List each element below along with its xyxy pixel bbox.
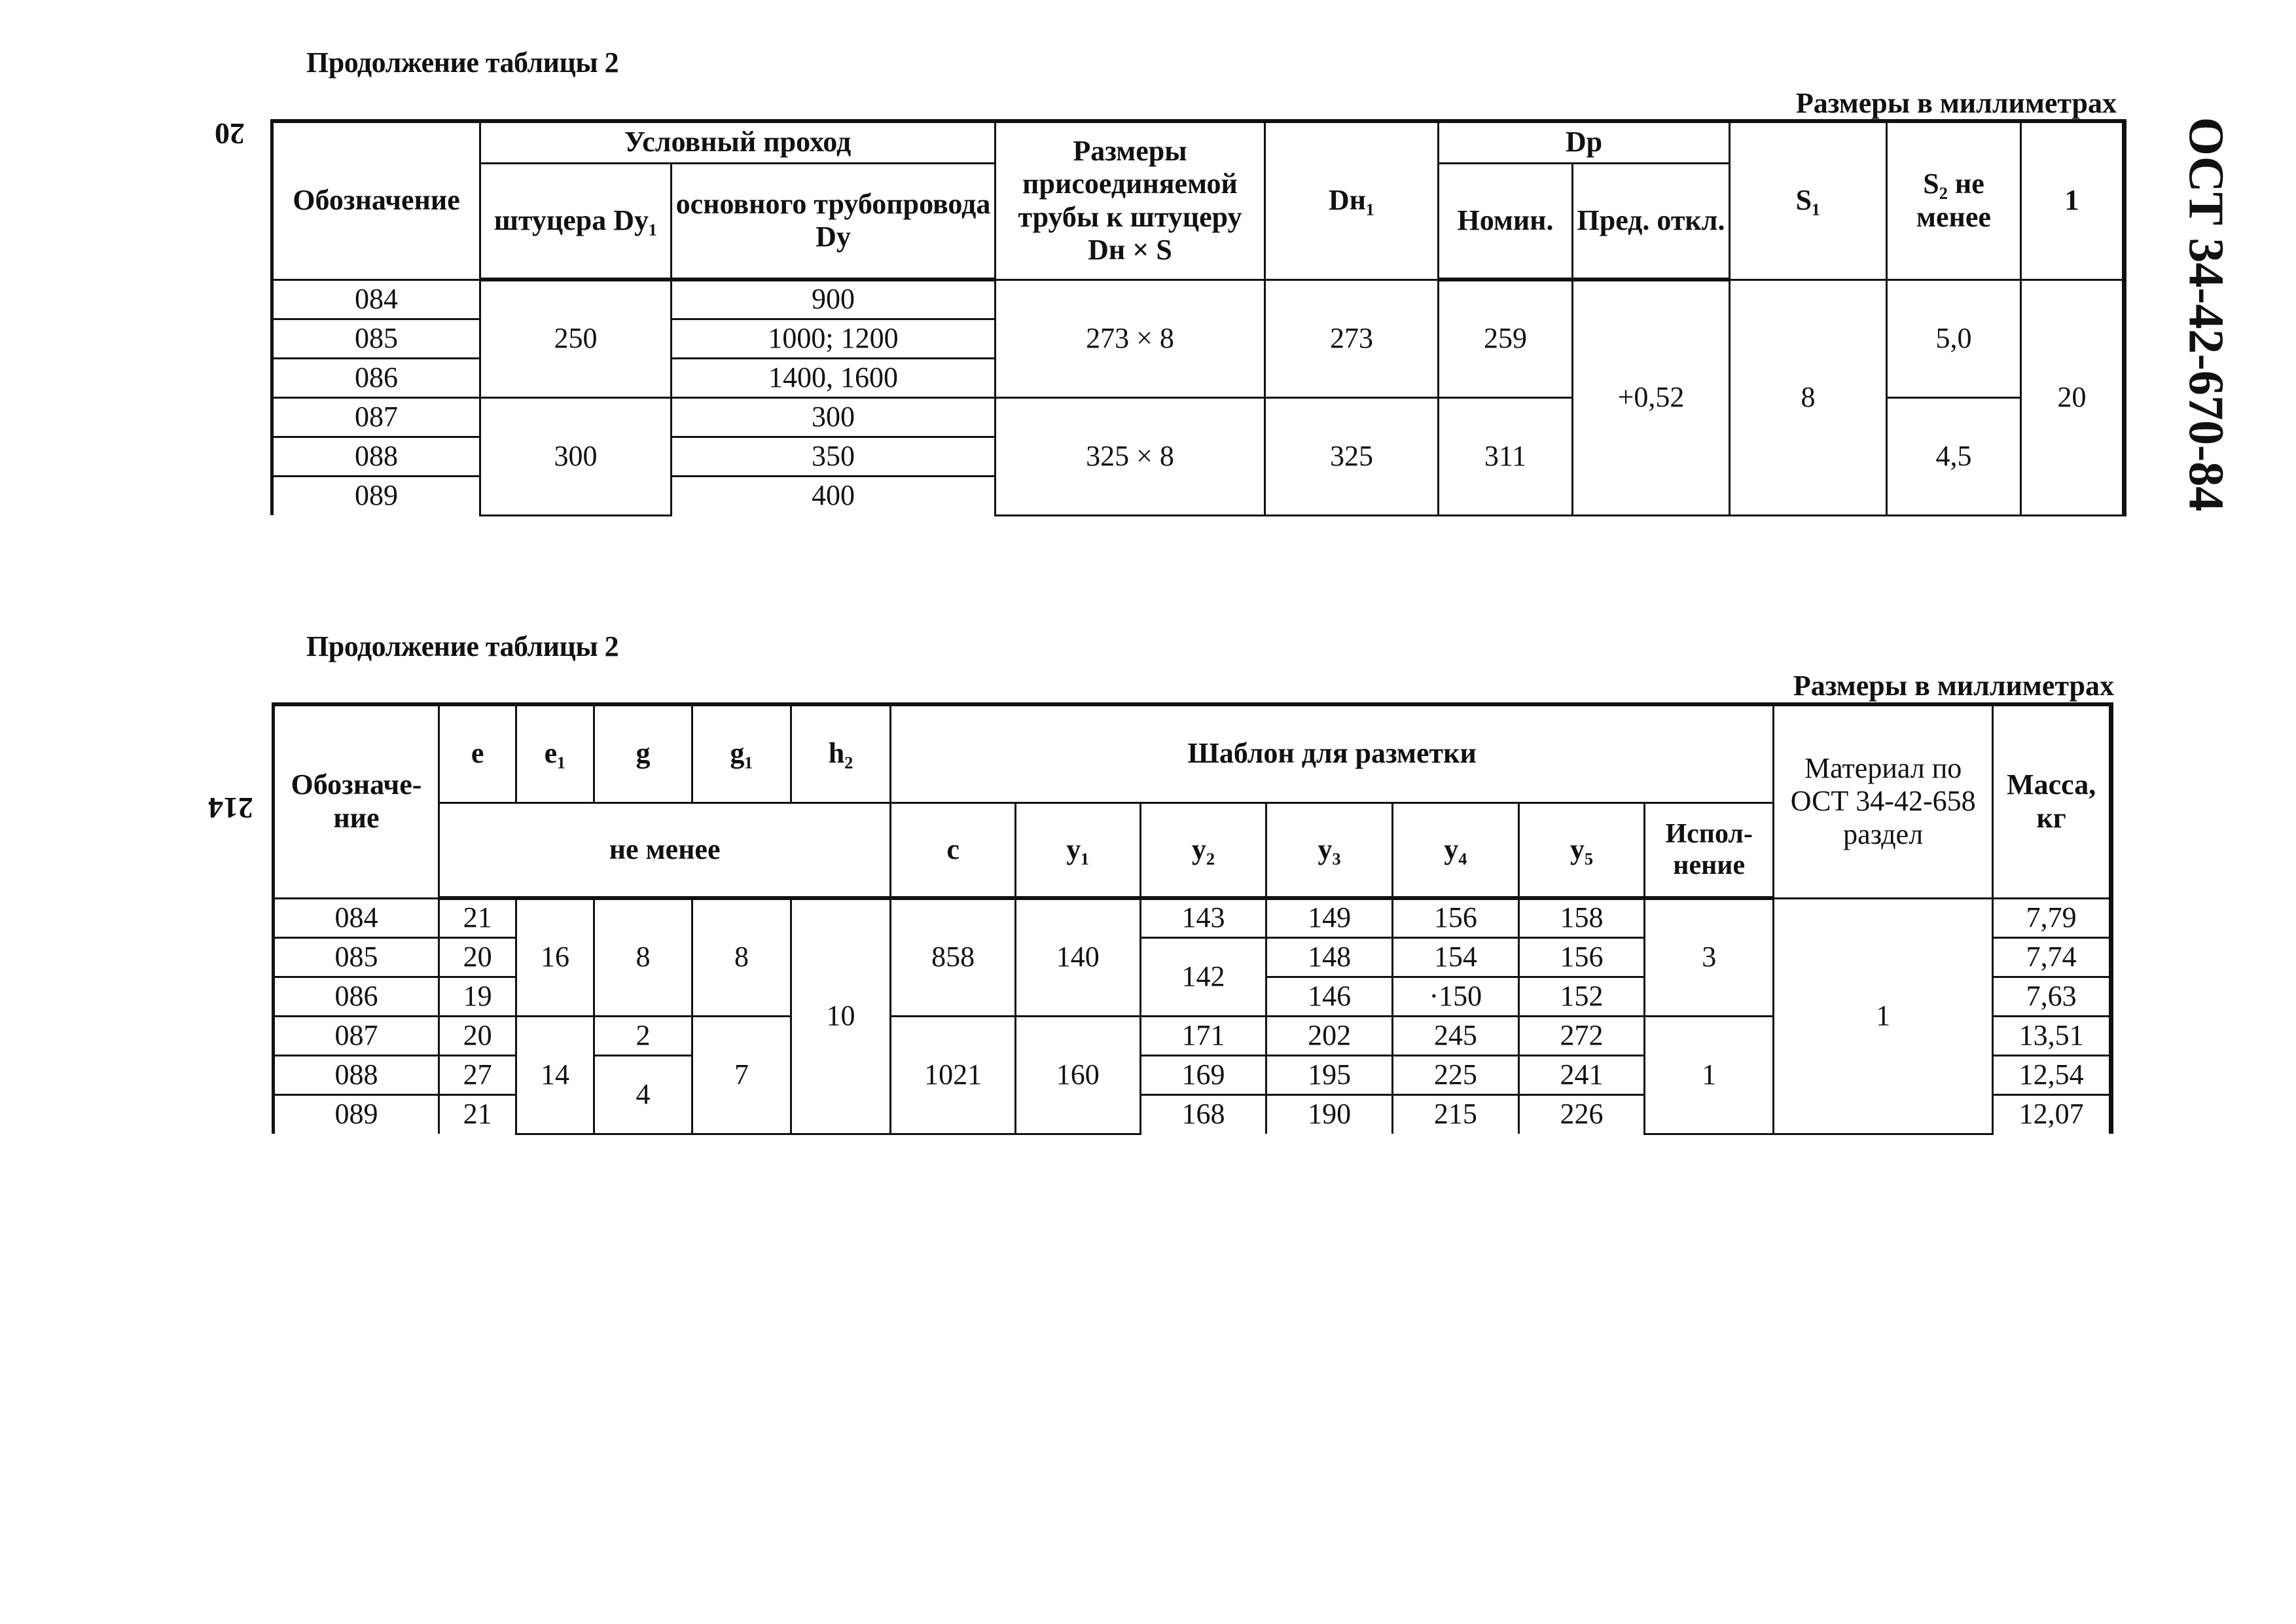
t2-mass: 12,07	[1993, 1094, 2111, 1134]
t1-dy: 1400, 1600	[672, 358, 996, 397]
t2-designation: 085	[274, 937, 439, 977]
t2-y5: 156	[1518, 937, 1645, 977]
t2-header-y5: y₅	[1518, 803, 1645, 898]
t2-y4: 225	[1392, 1055, 1518, 1094]
t2-y3: 146	[1266, 977, 1393, 1016]
t1-header-designation: Обозначение	[272, 121, 480, 280]
t1-pipe-size: 325 × 8	[996, 397, 1265, 515]
t1-dp-nominal: 259	[1439, 280, 1573, 397]
table1	[270, 119, 2126, 516]
t1-pipe-size: 273 × 8	[996, 280, 1265, 397]
t2-header-material: Материал по ОСТ 34-42-658 раздел	[1774, 704, 1993, 898]
t1-dy: 400	[672, 476, 996, 515]
t1-header-main-pipe: основного трубопровода Dy	[672, 163, 996, 280]
t1-dn1: 273	[1265, 280, 1439, 397]
t2-g: 8	[594, 898, 692, 1016]
table1-caption: Продолжение таблицы 2	[306, 46, 619, 79]
t2-header-g: g	[594, 704, 692, 803]
t2-y3: 202	[1266, 1016, 1393, 1055]
t2-y4: 154	[1392, 937, 1518, 977]
page-number-bottom: 214	[208, 791, 253, 825]
t2-y1: 140	[1015, 898, 1140, 1016]
t2-mass: 12,54	[1993, 1055, 2111, 1094]
t1-designation: 087	[272, 397, 480, 437]
t2-y2: 143	[1140, 898, 1266, 937]
t2-designation: 087	[274, 1016, 439, 1055]
t1-designation: 089	[272, 476, 480, 515]
t2-c: 1021	[891, 1016, 1016, 1134]
t1-dy: 300	[672, 397, 996, 437]
t2-header-e: e	[439, 704, 516, 803]
t2-y5: 226	[1518, 1094, 1645, 1134]
t2-header-e1: e₁	[516, 704, 594, 803]
t2-y3: 195	[1266, 1055, 1393, 1094]
document-id-text: ОСТ 34-42-670-84	[2178, 117, 2234, 512]
t2-designation: 089	[274, 1094, 439, 1134]
t1-header-nominal: Номин.	[1439, 163, 1573, 280]
t1-header-fitting: штуцера Dy₁	[480, 163, 672, 280]
t2-e: 20	[439, 937, 516, 977]
t2-header-designation: Обозначе-ние	[274, 704, 439, 898]
t2-mass: 13,51	[1993, 1016, 2111, 1055]
t2-y2: 169	[1140, 1055, 1266, 1094]
t2-g1: 7	[692, 1016, 791, 1134]
document-id	[2160, 118, 2251, 511]
table1-units: Размеры в миллиметрах	[1795, 87, 2117, 119]
t2-header-c: c	[891, 803, 1016, 898]
t1-dy: 350	[672, 437, 996, 476]
t2-header-y2: y₂	[1140, 803, 1266, 898]
t2-y3: 149	[1266, 898, 1393, 937]
t2-y3: 148	[1266, 937, 1393, 977]
t2-mass: 7,79	[1993, 898, 2111, 937]
t2-header-not-less: не менее	[439, 803, 890, 898]
t1-header-dp: Dр	[1439, 121, 1730, 163]
table2-caption: Продолжение таблицы 2	[306, 630, 619, 662]
t2-version: 1	[1645, 1016, 1774, 1134]
t2-y1: 160	[1015, 1016, 1140, 1134]
t2-header-y1: y₁	[1015, 803, 1140, 898]
t1-designation: 084	[272, 280, 480, 319]
t2-y4: 156	[1392, 898, 1518, 937]
t1-header-dn1: Dн₁	[1265, 121, 1439, 280]
t2-y2: 171	[1140, 1016, 1266, 1055]
t1-header-s1: S₁	[1730, 121, 1887, 280]
t2-header-y3: y₃	[1266, 803, 1393, 898]
t2-header-mass: Масса, кг	[1993, 704, 2111, 898]
t1-header-pipe-size: Размеры присоединяемой трубы к штуцеру Dн × S	[996, 121, 1265, 280]
t2-header-version: Испол-нение	[1645, 803, 1774, 898]
t2-g: 2	[594, 1016, 692, 1055]
t2-c: 858	[891, 898, 1016, 1016]
t2-designation: 084	[274, 898, 439, 937]
t2-version: 3	[1645, 898, 1774, 1016]
t1-header-tolerance: Пред. откл.	[1573, 163, 1730, 280]
t2-designation: 086	[274, 977, 439, 1016]
t1-designation: 086	[272, 358, 480, 397]
t2-e: 21	[439, 1094, 516, 1134]
t2-header-g1: g₁	[692, 704, 791, 803]
t2-e: 21	[439, 898, 516, 937]
t2-header-y4: y₄	[1392, 803, 1518, 898]
t2-mass: 7,74	[1993, 937, 2111, 977]
t2-y5: 152	[1518, 977, 1645, 1016]
page-number-top: 20	[215, 117, 245, 151]
t2-e1: 16	[516, 898, 594, 1016]
table2	[272, 702, 2113, 1135]
table2-units: Размеры в миллиметрах	[1793, 670, 2114, 702]
t2-e: 20	[439, 1016, 516, 1055]
t1-s2: 4,5	[1887, 397, 2021, 515]
t1-dn1: 325	[1265, 397, 1439, 515]
t2-y4: ·150	[1392, 977, 1518, 1016]
t2-y2: 168	[1140, 1094, 1266, 1134]
t2-header-h2: h₂	[791, 704, 891, 803]
t1-designation: 088	[272, 437, 480, 476]
t2-y5: 272	[1518, 1016, 1645, 1055]
table-row	[274, 898, 2111, 937]
t2-material: 1	[1774, 898, 1993, 1134]
t1-header-l: 1	[2021, 121, 2125, 280]
t1-s1: 8	[1730, 280, 1887, 515]
t2-e1: 14	[516, 1016, 594, 1134]
t2-y2: 142	[1140, 937, 1266, 1016]
t1-dp-tolerance: +0,52	[1573, 280, 1730, 515]
t2-y5: 241	[1518, 1055, 1645, 1094]
t1-s2: 5,0	[1887, 280, 2021, 397]
t2-header-template: Шаблон для разметки	[891, 704, 1774, 803]
t2-g: 4	[594, 1055, 692, 1134]
t1-dy1: 300	[480, 397, 672, 515]
table-row	[272, 280, 2125, 319]
t1-dy: 1000; 1200	[672, 319, 996, 358]
t2-designation: 088	[274, 1055, 439, 1094]
t2-e: 19	[439, 977, 516, 1016]
t1-header-nominal-pass: Условный проход	[480, 121, 996, 163]
t1-dp-nominal: 311	[1439, 397, 1573, 515]
t2-g1: 8	[692, 898, 791, 1016]
t1-header-s2: S₂ не менее	[1887, 121, 2021, 280]
t2-y4: 215	[1392, 1094, 1518, 1134]
t1-l: 20	[2021, 280, 2125, 515]
t1-dy: 900	[672, 280, 996, 319]
t2-e: 27	[439, 1055, 516, 1094]
t1-dy1: 250	[480, 280, 672, 397]
t2-mass: 7,63	[1993, 977, 2111, 1016]
t2-y4: 245	[1392, 1016, 1518, 1055]
t2-y3: 190	[1266, 1094, 1393, 1134]
t1-designation: 085	[272, 319, 480, 358]
t2-y5: 158	[1518, 898, 1645, 937]
t2-h2: 10	[791, 898, 891, 1134]
